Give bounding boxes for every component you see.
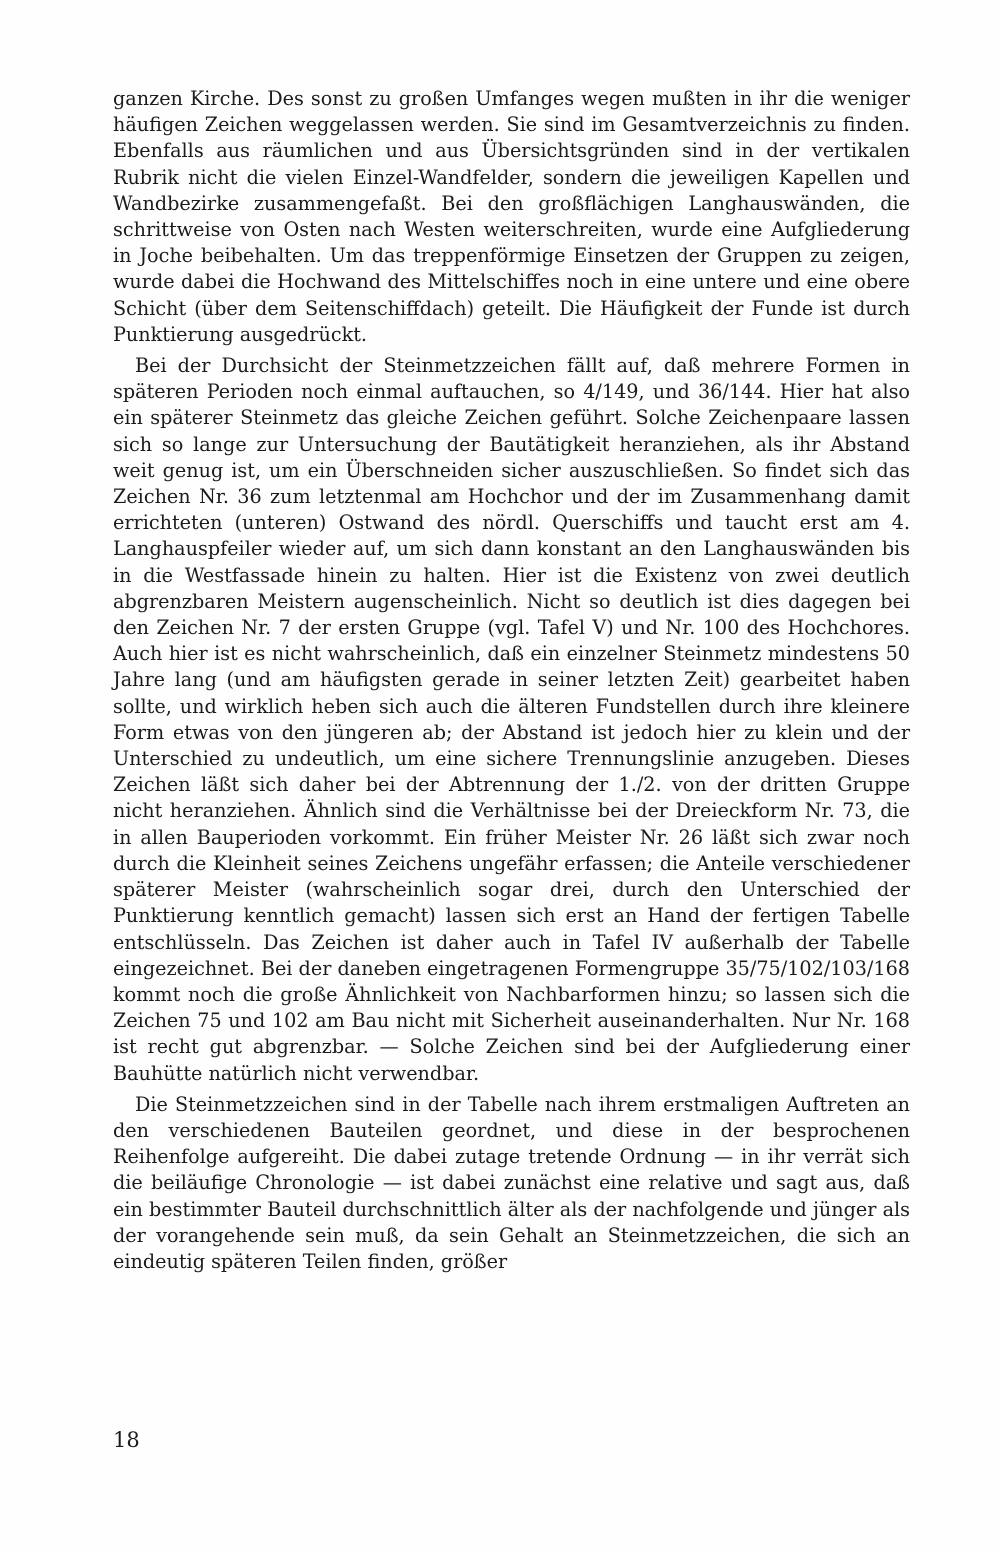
paragraph-chronology: Die Steinmetzzeichen sind in der Tabelle nach ihrem erstmaligen Auftreten an den verschiedenen Bauteilen geordnet, und diese in der besprochenen Reihenfolge aufgereiht. Die dabei zutage tretende Ordnung — in ihr verrät sich die beiläufige Chronologie — ist dabei zunächst eine relative und sagt aus, daß ein bestimmter Bauteil durchschnittlich älter als der nachfolgende und jünger als der vorangehende sein muß, da sein Gehalt an Steinmetzzeichen, die sich an eindeutig späteren Teilen finden, größer [113, 1092, 910, 1273]
paragraph-continuation: ganzen Kirche. Des sonst zu großen Umfanges wegen mußten in ihr die weniger häufigen Zeichen weggelassen werden. Sie sind im Gesamtverzeichnis zu finden. Ebenfalls aus räumlichen und aus Übersichtsgründen sind in der vertikalen Rubrik nicht die vielen Einzel-Wandfelder, sondern die jeweiligen Kapellen und Wandbezirke zusammengefaßt. Bei den großflächigen Langhauswänden, die schrittweise von Osten nach Westen weiterschreiten, wurde eine Aufgliederung in Joche beibehalten. Um das treppenförmige Einsetzen der Gruppen zu zeigen, wurde dabei die Hochwand des Mittelschiffes noch in eine untere und eine obere Schicht (über dem Seitenschiffdach) geteilt. Die Häufigkeit der Funde ist durch Punktierung ausgedrückt. [113, 87, 910, 346]
paragraph-steinmetzzeichen-analysis: Bei der Durchsicht der Steinmetzzeichen fällt auf, daß mehrere Formen in späteren Perioden noch einmal auftauchen, so 4/149, und 36/144. Hier hat also ein späterer Steinmetz das gleiche Zeichen geführt. Solche Zeichenpaare lassen sich so lange zur Untersuchung der Bautätigkeit heranziehen, als ihr Abstand weit genug ist, um ein Überschneiden sicher auszuschließen. So findet sich das Zeichen Nr. 36 zum letztenmal am Hochchor und der im Zusammenhang damit errichteten (unteren) Ostwand des nördl. Querschiffs und taucht erst am 4. Langhauspfeiler wieder auf, um sich dann konstant an den Langhauswänden bis in die Westfassade hinein zu halten. Hier ist die Existenz von zwei deutlich abgrenzbaren Meistern augenscheinlich. Nicht so deutlich ist dies dagegen bei den Zeichen Nr. 7 der ersten Gruppe (vgl. Tafel V) und Nr. 100 des Hochchores. Auch hier ist es nicht wahrscheinlich, daß ein einzelner Steinmetz mindestens 50 Jahre lang (und am häufigsten gerade in seiner letzten Zeit) gearbeitet haben sollte, und wirklich heben sich auch die älteren Fundstellen durch ihre kleinere Form etwas von den jüngeren ab; der Abstand ist jedoch hier zu klein und der Unterschied zu undeutlich, um eine sichere Trennungslinie anzugeben. Dieses Zeichen läßt sich daher bei der Abtrennung der 1./2. von der dritten Gruppe nicht heranziehen. Ähnlich sind die Verhältnisse bei der Dreieckform Nr. 73, die in allen Bauperioden vorkommt. Ein früher Meister Nr. 26 läßt sich zwar noch durch die Kleinheit seines Zeichens ungefähr erfassen; die Anteile verschiedener späterer Meister (wahrscheinlich sogar drei, durch den Unterschied der Punktierung kenntlich gemacht) lassen sich erst an Hand der fertigen Tabelle entschlüsseln. Das Zeichen ist daher auch in Tafel IV außerhalb der Tabelle eingezeichnet. Bei der daneben eingetragenen Formengruppe 35/75/102/103/168 kommt noch die große Ähnlichkeit von Nachbarformen hinzu; so lassen sich die Zeichen 75 und 102 am Bau nicht mit Sicherheit auseinanderhalten. Nur Nr. 168 ist recht gut abgrenzbar. — Solche Zeichen sind bei der Aufgliederung einer Bauhütte natürlich nicht verwendbar. [113, 354, 910, 1085]
body-text [113, 86, 910, 1275]
page-number: 18 [113, 1428, 140, 1452]
